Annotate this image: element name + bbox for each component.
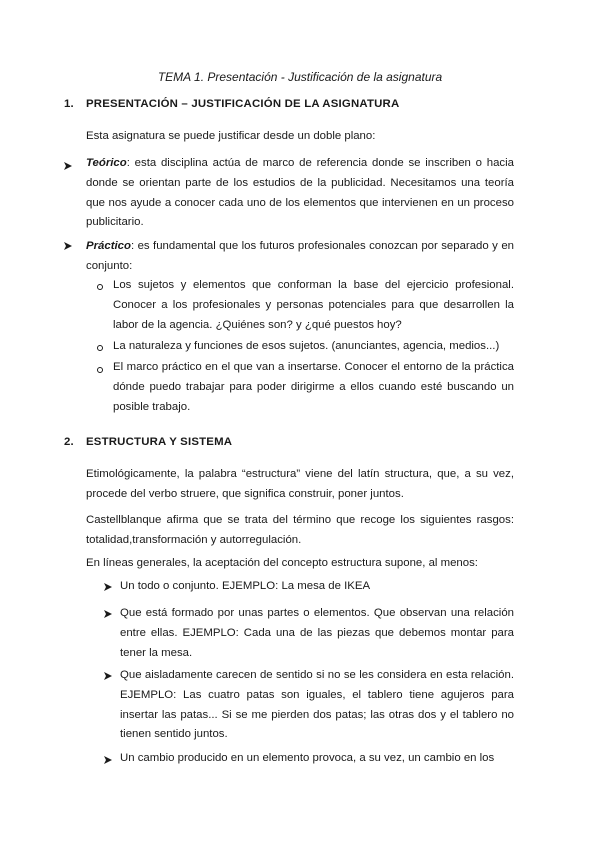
structure-item-2: Que está formado por unas partes o elementos. Que observan una relación entre ellas. EJEMPLO: Cada una de las piezas que debemos montar para tener la mesa. bbox=[120, 607, 514, 659]
practico-text: : es fundamental que los futuros profesionales conozcan por separado y en conjunto: bbox=[86, 240, 514, 272]
teorico-label: Teórico bbox=[86, 157, 127, 169]
structure-item-4: Un cambio producido en un elemento provoca, a su vez, un cambio en los bbox=[120, 752, 495, 764]
section-2-number: 2. bbox=[64, 436, 74, 448]
section-1-heading bbox=[64, 98, 399, 110]
arrow-bullet-icon bbox=[104, 672, 112, 680]
teorico-paragraph bbox=[86, 154, 514, 233]
structure-item-1: Un todo o conjunto. EJEMPLO: La mesa de IKEA bbox=[120, 580, 371, 592]
document-title: TEMA 1. Presentación - Justificación de la asignatura bbox=[157, 70, 443, 84]
arrow-bullet-icon bbox=[104, 583, 112, 591]
structure-item-3: Que aisladamente carecen de sentido si no se les considera en esta relación. EJEMPLO: Las cuatro patas son iguales, el tablero tiene agujeros para insertar las patas... Si se me pierden dos patas; las otras dos y el tablero no tienen sentido juntos. bbox=[120, 669, 514, 741]
circle-bullet-icon bbox=[97, 345, 103, 351]
section-2-heading bbox=[64, 436, 232, 448]
arrow-bullet-icon bbox=[64, 162, 72, 170]
circle-bullet-icon bbox=[97, 367, 103, 373]
section-1-number: 1. bbox=[64, 98, 74, 110]
arrow-bullet-icon bbox=[104, 610, 112, 618]
circle-bullet-icon bbox=[97, 284, 103, 290]
sub-item-1: Los sujetos y elementos que conforman la base del ejercicio profesional. Conocer a los profesionales y personas potenciales para que desarrollen la labor de la agencia. ¿Quiénes son? y ¿qué puestos hoy? bbox=[113, 279, 514, 331]
practico-label: Práctico bbox=[86, 240, 131, 252]
section-1-intro: Esta asignatura se puede justificar desde un doble plano: bbox=[86, 130, 376, 142]
practico-paragraph bbox=[86, 237, 514, 277]
section-2-paragraph-2: Castellblanque afirma que se trata del término que recoge los siguientes rasgos: totalidad,transformación y autorregulación. bbox=[86, 514, 514, 546]
arrow-bullet-icon bbox=[64, 242, 72, 250]
teorico-text: : esta disciplina actúa de marco de referencia donde se inscriben o hacia donde se orientan parte de los estudios de la publicidad. Necesitamos una teoría que nos ayude a conocer cada uno de los elementos que intervienen en un proceso publicitario. bbox=[86, 157, 514, 229]
sub-item-2: La naturaleza y funciones de esos sujetos. (anunciantes, agencia, medios...) bbox=[113, 340, 500, 352]
arrow-bullet-icon bbox=[104, 756, 112, 764]
sub-item-3: El marco práctico en el que van a insertarse. Conocer el entorno de la práctica dónde puedo trabajar para poder dirigirme a ellos cuando esté buscando un posible trabajo. bbox=[113, 361, 514, 413]
section-2-paragraph-3: En líneas generales, la aceptación del concepto estructura supone, al menos: bbox=[86, 557, 478, 569]
section-2-paragraph-1: Etimológicamente, la palabra “estructura” viene del latín structura, que, a su vez, procede del verbo struere, que significa construir, poner juntos. bbox=[86, 468, 514, 500]
section-1-title: PRESENTACIÓN – JUSTIFICACIÓN DE LA ASIGNATURA bbox=[86, 98, 400, 110]
section-2-title: ESTRUCTURA Y SISTEMA bbox=[86, 436, 233, 448]
